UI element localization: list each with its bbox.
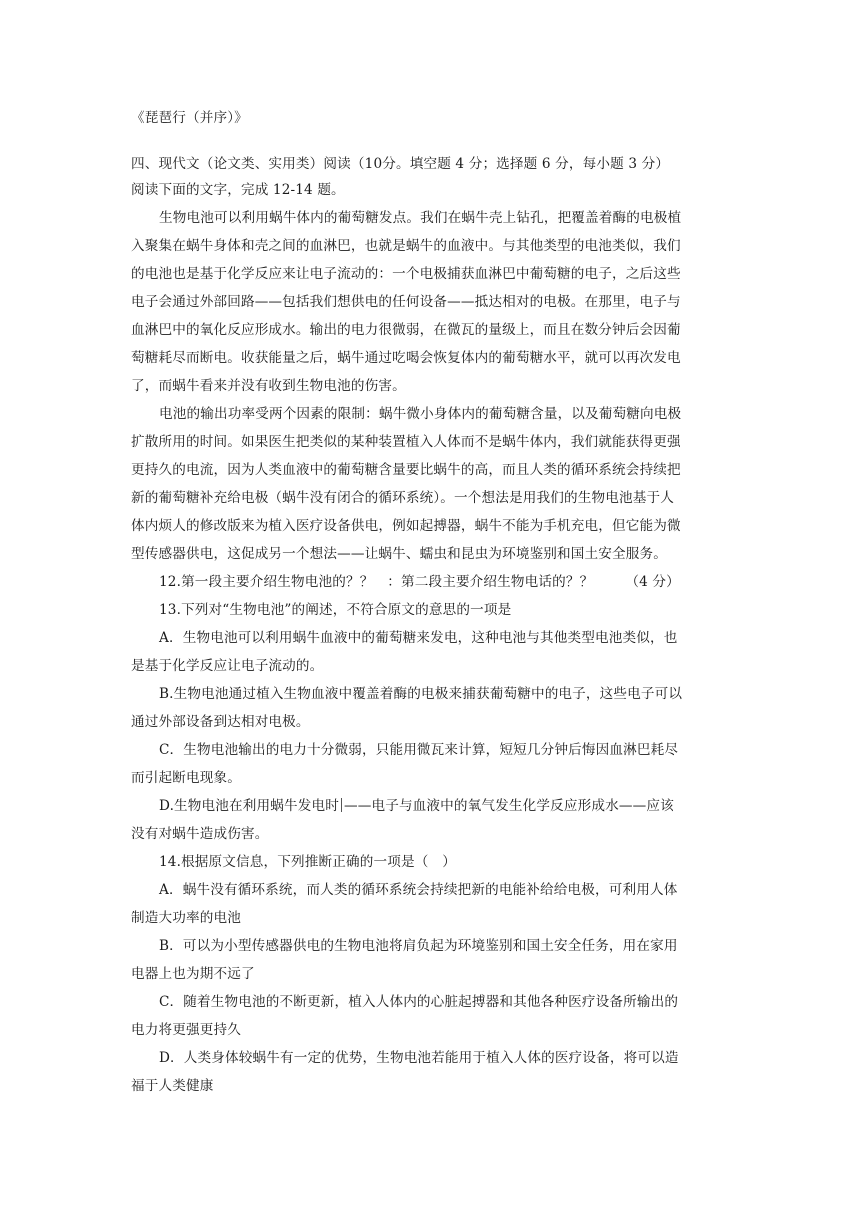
- p1-line: 的电池也是基于化学反应来让电子流动的：一个电极捕获血淋巴中葡萄糖的电子，之后这些: [131, 266, 681, 282]
- q14-option-c-cont: 电力将更强更持久: [131, 1022, 241, 1038]
- q13-option-d-pre: D.生物电池在利用蜗牛发电时: [159, 798, 339, 814]
- q14-option-d: D．人类身体较蜗牛有一定的优势，生物电池若能用于植入人体的医疗设备，将可以造: [159, 1050, 679, 1066]
- q14-option-a-cont: 制造大功率的电池: [131, 910, 241, 926]
- q13-option-d-cont: 没有对蜗牛造成伤害。: [131, 826, 269, 842]
- question-13-stem: 13.下列对“生物电池”的阐述，不符合原文的意思的一项是: [159, 602, 512, 618]
- q14-option-a: A．蜗牛没有循环系统，而人类的循环系统会持续把新的电能补给给电极，可利用人体: [159, 882, 678, 898]
- q13-option-a: A．生物电池可以利用蜗牛血液中的葡萄糖来发电，这种电池与其他类型电池类似，也: [159, 630, 678, 646]
- q14-option-c: C．随着生物电池的不断更新，植入人体内的心脏起搏器和其他各种医疗设备所输出的: [159, 994, 679, 1010]
- q13-option-c-cont: 而引起断电现象。: [131, 770, 241, 786]
- p2-line: 体内烦人的修改版来为植入医疗设备供电，例如起搏器，蜗牛不能为手机充电，但它能为微: [131, 518, 681, 534]
- source-title: 《琵琶行（并序）》: [131, 110, 248, 126]
- q13-option-b-cont: 通过外部设备到达相对电极。: [131, 714, 310, 730]
- section-heading: 四、现代文（论文类、实用类）阅读（10分。填空题 4 分；选择题 6 分，每小题 3 分）: [131, 156, 670, 172]
- q13-option-c: C．生物电池输出的电力十分微弱，只能用微瓦来计算，短短几分钟后悔因血淋巴耗尽: [159, 742, 679, 758]
- p1-line: 入聚集在蜗牛身体和壳之间的血淋巴，也就是蜗牛的血液中。与其他类型的电池类似，我们: [131, 238, 681, 254]
- p1-line: 了，而蜗牛看来并没有收到生物电池的伤害。: [131, 378, 406, 394]
- q13-option-d: [159, 796, 674, 816]
- q13-option-b: B.生物电池通过植入生物血液中覆盖着酶的电极来捕获葡萄糖中的电子，这些电子可以: [159, 686, 683, 702]
- p2-line: 电池的输出功率受两个因素的限制：蜗牛微小身体内的葡萄糖含量，以及葡萄糖向电极: [159, 406, 682, 422]
- q14-option-b-cont: 电器上也为期不远了: [131, 966, 255, 982]
- p2-line: 扩散所用的时间。如果医生把类似的某种装置植入人体而不是蜗牛体内，我们就能获得更强: [131, 434, 681, 450]
- p2-line: 更持久的电流，因为人类血液中的葡萄糖含量要比蜗牛的高，而且人类的循环系统会持续把: [131, 462, 681, 478]
- q14-option-b: B．可以为小型传感器供电的生物电池将肩负起为环境鉴别和国土安全任务，用在家用: [159, 938, 678, 954]
- p1-line: 血淋巴中的氧化反应形成水。输出的电力很微弱，在微瓦的量级上，而且在数分钟后会因葡: [131, 322, 681, 338]
- question-12: 12.第一段主要介绍生物电池的？？ ：第二段主要介绍生物电话的？？ （4 分）: [159, 574, 680, 590]
- q13-option-a-cont: 是基于化学反应让电子流动的。: [131, 658, 324, 674]
- p1-line: 生物电池可以利用蜗牛体内的葡萄糖发点。我们在蜗牛壳上钻孔，把覆盖着酶的电极植: [159, 210, 682, 226]
- text-cursor: [341, 798, 342, 812]
- question-14-stem: 14.根据原文信息，下列推断正确的一项是（ ）: [159, 854, 456, 870]
- p1-line: 萄糖耗尽而断电。收获能量之后，蜗牛通过吃喝会恢复体内的葡萄糖水平，就可以再次发电: [131, 350, 681, 366]
- q14-option-d-cont: 福于人类健康: [131, 1078, 214, 1094]
- instruction: 阅读下面的文字，完成 12-14 题。: [131, 182, 345, 198]
- p1-line: 电子会通过外部回路——包括我们想供电的任何设备——抵达相对的电极。在那里，电子与: [131, 294, 681, 310]
- q13-option-d-post: ——电子与血液中的氧气发生化学反应形成水——应该: [343, 798, 674, 814]
- p2-line: 型传感器供电，这促成另一个想法——让蜗牛、蠕虫和昆虫为环境鉴别和国土安全服务。: [131, 546, 668, 562]
- p2-line: 新的葡萄糖补充给电极（蜗牛没有闭合的循环系统）。一个想法是用我们的生物电池基于人: [131, 490, 674, 506]
